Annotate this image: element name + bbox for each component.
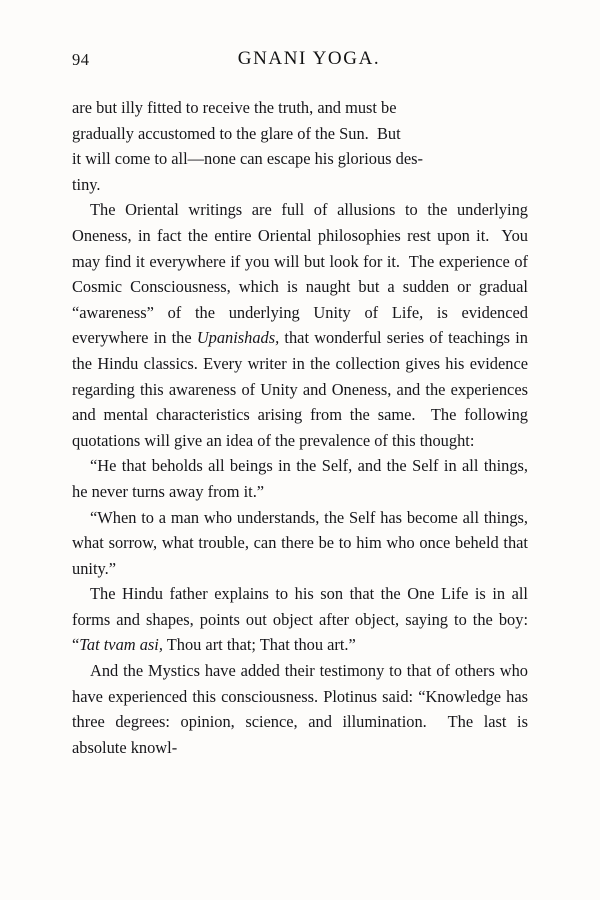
line-text: The Hindu father explains to his son that the One Life is in all forms and shapes, points out object after object, saying to the boy: “ — [72, 584, 528, 655]
line-text: And the Mystics have added their testimony to that of others who have experienced this consciousness. Plotinus said: “Knowledge has three degrees: opinion, science, and illumination. The last is absolute knowl- — [72, 661, 528, 757]
line-text: gradually accustomed to the glare of the Sun. But — [72, 123, 401, 143]
italic-phrase-upanishads: Upanishads, — [196, 328, 280, 348]
page-body — [72, 95, 528, 760]
page-number: 94 — [72, 50, 90, 69]
line-text: it will come to all—none can escape his glorious des- — [72, 149, 423, 169]
line-text: Thou art that; That thou art.” — [162, 635, 356, 655]
line-text: The Oriental writings are full of allusions to the underlying Oneness, in fact the entire Oriental philosophies rest upon it. You may find it everywhere if you will but look for it. The experience of Cosmic Consciousness, which is naught but a sudden or gradual “awareness” of the underlying Unity of Life, is evidenced everywhere in the — [72, 200, 528, 348]
line-text: that wonderful series of teachings in the Hindu classics. Every writer in the collection gives his evidence regarding this awareness of Unity and Oneness, and the experiences and mental characteristics arising from the same. The following quotations will give an idea of the prevalence of this thought: — [72, 328, 528, 450]
paragraph-2 — [72, 197, 528, 453]
paragraph-6 — [72, 658, 528, 760]
page-header — [72, 48, 528, 74]
line-text: are but illy fitted to receive the truth, and must be — [72, 98, 397, 117]
paragraph-3 — [72, 453, 528, 504]
line-text: “He that beholds all beings in the Self, and the Self in all things, he never turns away from it.” — [72, 456, 528, 501]
paragraph-1 — [72, 95, 528, 197]
paragraph-5 — [72, 581, 528, 658]
italic-phrase-tat-tvam-asi: Tat tvam asi, — [79, 635, 163, 655]
line-text: tiny. — [72, 174, 101, 194]
line-text: “When to a man who understands, the Self has become all things, what sorrow, what trouble, can there be to him who once beheld that unity.” — [72, 507, 528, 578]
running-title: GNANI YOGA. — [237, 48, 381, 69]
paragraph-4 — [72, 505, 528, 582]
